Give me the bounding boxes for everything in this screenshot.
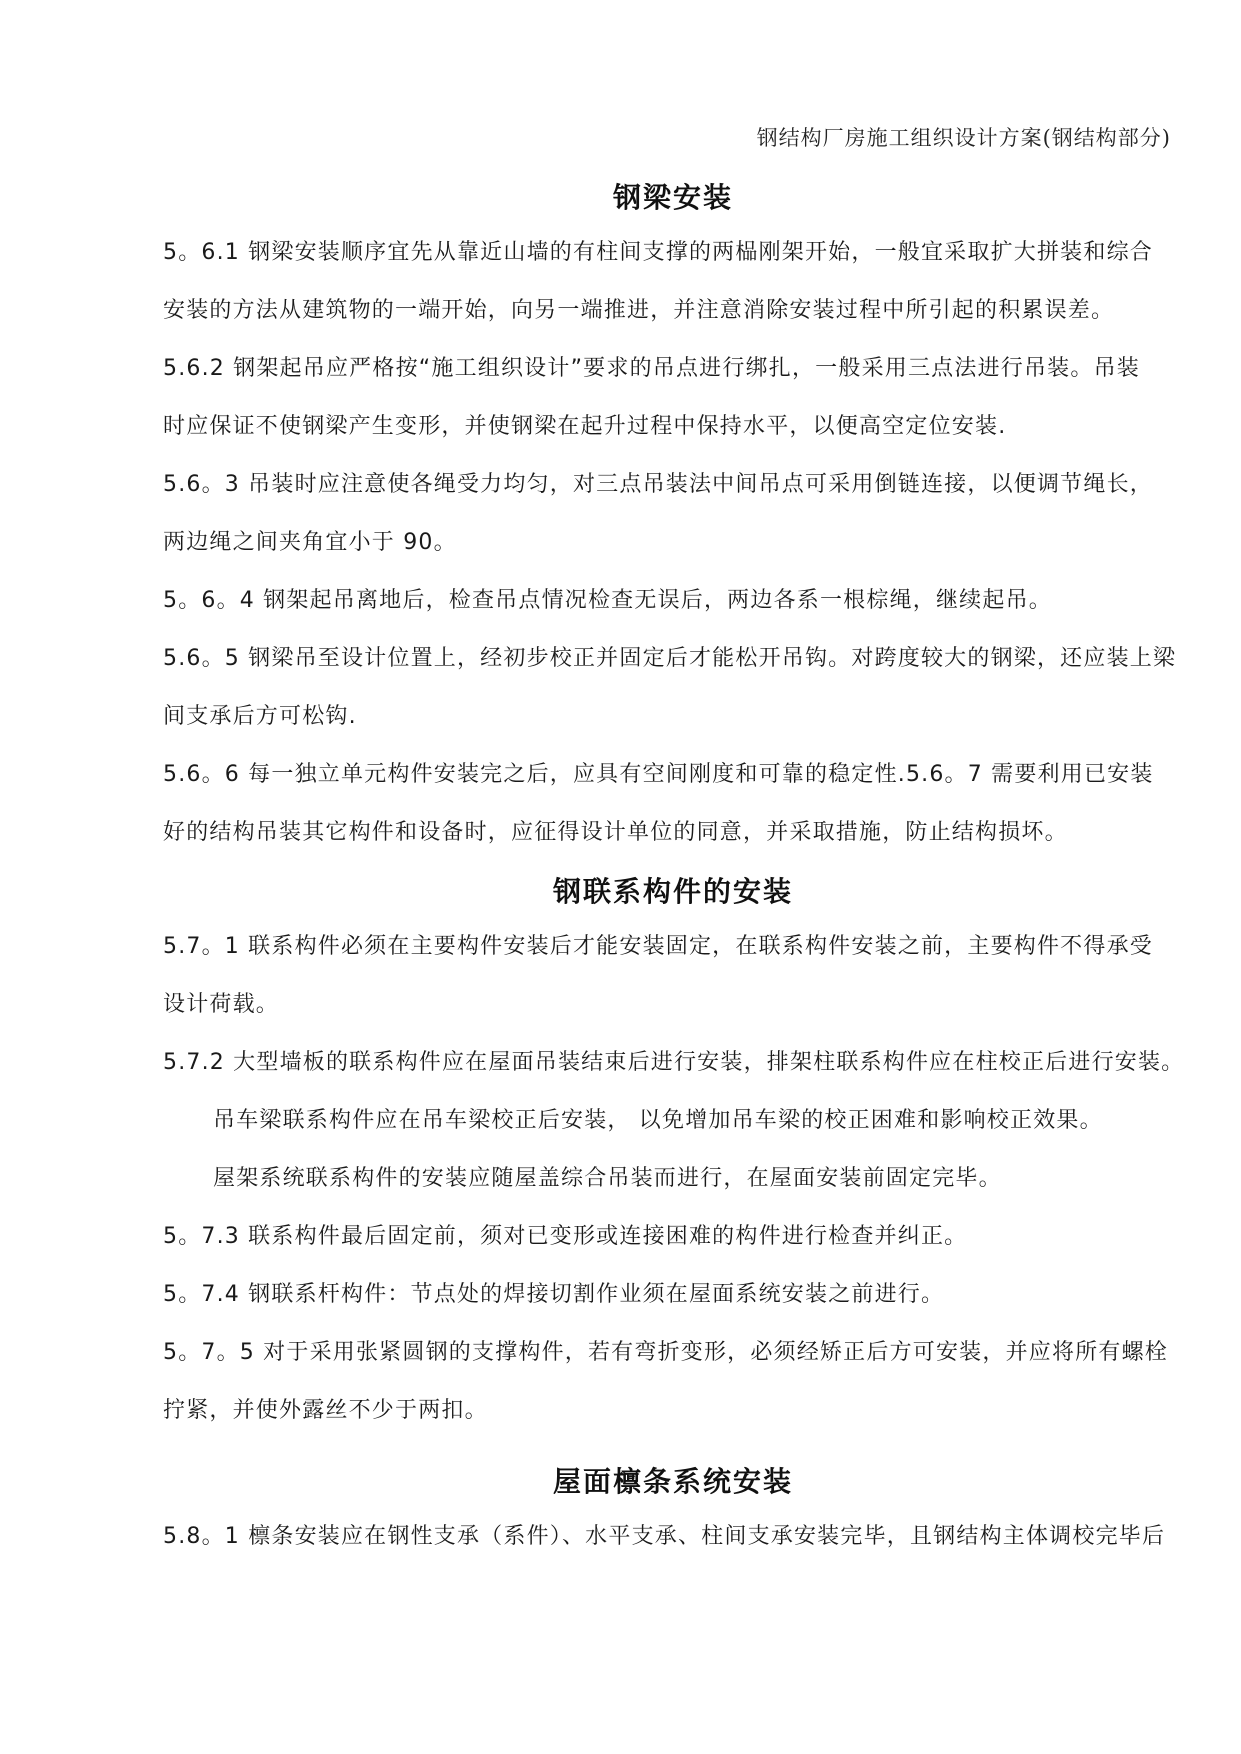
section-title: 屋面檩条系统安装 [552, 1465, 793, 1498]
paragraph-line: 5.8。1 檩条安装应在钢性支承（系件）、水平支承、柱间支承安装完毕，且钢结构主体调校完毕后 [163, 1524, 1166, 1549]
section-bracing-member-installation [163, 866, 1183, 1440]
section-title: 钢梁安装 [612, 181, 733, 214]
paragraph-line: 5.6。5 钢梁吊至设计位置上，经初步校正并固定后才能松开吊钩。对跨度较大的钢梁，还应装上梁 [163, 646, 1177, 671]
paragraph-line: 间支承后方可松钩. [163, 704, 357, 729]
paragraph-line: 安装的方法从建筑物的一端开始，向另一端推进，并注意消除安装过程中所引起的积累误差。 [163, 298, 1115, 323]
paragraph-line: 5。7.4 钢联系杆构件：节点处的焊接切割作业须在屋面系统安装之前进行。 [163, 1282, 945, 1307]
paragraph-line: 5.6.2 钢架起吊应严格按“施工组织设计”要求的吊点进行绑扎，一般采用三点法进行吊装。吊装 [163, 356, 1140, 381]
paragraph-line: 5.7。1 联系构件必须在主要构件安装后才能安装固定，在联系构件安装之前，主要构件不得承受 [163, 934, 1153, 959]
paragraph-line: 设计荷载。 [163, 992, 280, 1017]
paragraph-line: 5。6.1 钢梁安装顺序宜先从靠近山墙的有柱间支撑的两榀刚架开始，一般宜采取扩大拼装和综合 [163, 240, 1153, 265]
document-body [163, 172, 1183, 1566]
paragraph-line: 吊车梁联系构件应在吊车梁校正后安装， 以免增加吊车梁的校正困难和影响校正效果。 [213, 1108, 1103, 1133]
paragraph-line: 5.7.2 大型墙板的联系构件应在屋面吊装结束后进行安装，排架柱联系构件应在柱校正后进行安装。 [163, 1050, 1185, 1075]
section-title: 钢联系构件的安装 [552, 875, 793, 908]
paragraph-line: 5。7.3 联系构件最后固定前，须对已变形或连接困难的构件进行检查并纠正。 [163, 1224, 968, 1249]
paragraph-line: 5.6。3 吊装时应注意使各绳受力均匀，对三点吊装法中间吊点可采用倒链连接，以便调节绳长， [163, 472, 1153, 497]
paragraph-line: 拧紧，并使外露丝不少于两扣。 [163, 1398, 488, 1423]
paragraph-line: 两边绳之间夹角宜小于 90。 [163, 530, 457, 555]
paragraph-line: 好的结构吊装其它构件和设备时，应征得设计单位的同意，并采取措施，防止结构损坏。 [163, 820, 1068, 845]
paragraph-line: 屋架系统联系构件的安装应随屋盖综合吊装而进行，在屋面安装前固定完毕。 [213, 1166, 1002, 1191]
paragraph-line: 时应保证不使钢梁产生变形，并使钢梁在起升过程中保持水平，以便高空定位安装. [163, 414, 1007, 439]
section-steel-beam-installation [163, 172, 1183, 862]
paragraph-line: 5。7。5 对于采用张紧圆钢的支撑构件，若有弯折变形，必须经矫正后方可安装，并应将所有螺栓 [163, 1340, 1168, 1365]
paragraph-line: 5.6。6 每一独立单元构件安装完之后，应具有空间刚度和可靠的稳定性.5.6。7 需要利用已安装 [163, 762, 1154, 787]
running-header: 钢结构厂房施工组织设计方案(钢结构部分) [756, 126, 1171, 150]
section-roof-purlin-installation [163, 1456, 1183, 1566]
paragraph-line: 5。6。4 钢架起吊离地后，检查吊点情况检查无误后，两边各系一根棕绳，继续起吊。 [163, 588, 1052, 613]
